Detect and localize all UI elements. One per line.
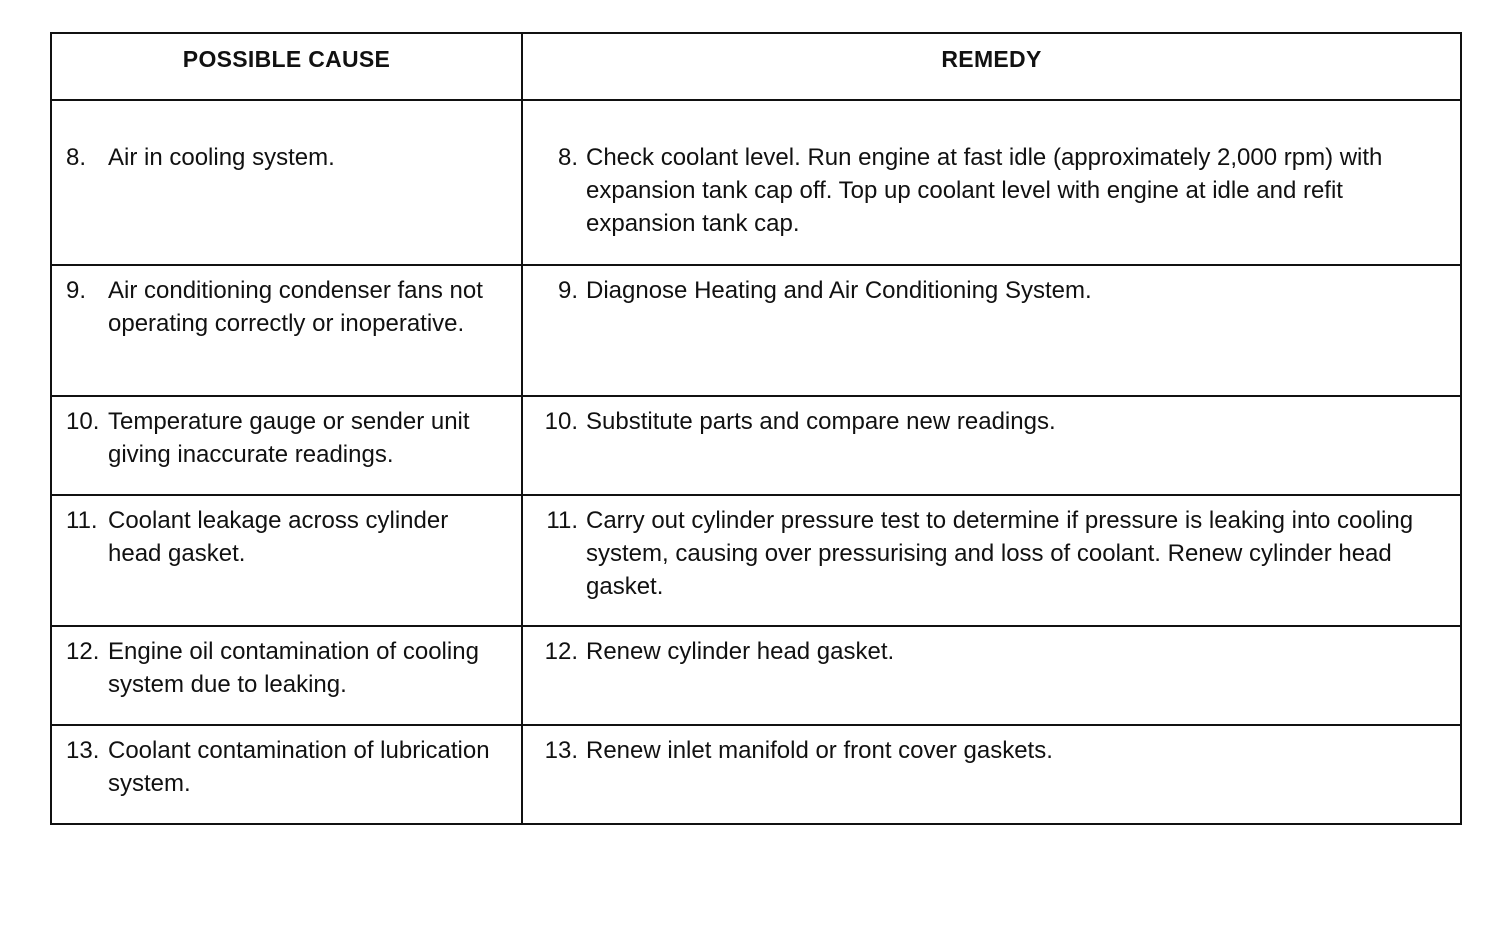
remedy-text: Carry out cylinder pressure test to determine if pressure is leaking into cooling system, causing over pressurising and loss of coolant. Renew cylinder head gasket. xyxy=(586,507,1414,600)
diagnosis-table-container xyxy=(50,32,1460,825)
cause-text: Coolant leakage across cylinder head gasket. xyxy=(108,507,449,567)
cause-cell xyxy=(51,725,522,824)
cause-cell xyxy=(51,100,522,265)
table-row xyxy=(51,100,1461,265)
header-possible-cause: POSSIBLE CAUSE xyxy=(51,33,522,100)
remedy-text: Diagnose Heating and Air Conditioning System. xyxy=(586,277,1092,304)
diagnosis-table xyxy=(50,32,1462,825)
remedy-text: Renew cylinder head gasket. xyxy=(586,638,895,665)
cause-text: Temperature gauge or sender unit giving inaccurate readings. xyxy=(108,408,470,468)
remedy-cell xyxy=(522,100,1461,265)
cause-cell xyxy=(51,626,522,725)
remedy-text: Substitute parts and compare new readings. xyxy=(586,408,1056,435)
remedy-cell xyxy=(522,725,1461,824)
item-number: 13. xyxy=(544,737,578,764)
item-number: 9. xyxy=(66,277,87,304)
item-number: 12. xyxy=(544,638,578,665)
cause-text: Air in cooling system. xyxy=(108,144,335,171)
item-number: 12. xyxy=(66,638,100,665)
item-number: 10. xyxy=(66,408,100,435)
table-row xyxy=(51,265,1461,396)
item-number: 8. xyxy=(66,144,87,171)
item-number: 11. xyxy=(546,507,578,534)
remedy-cell xyxy=(522,396,1461,495)
remedy-text: Renew inlet manifold or front cover gaskets. xyxy=(586,737,1053,764)
table-row xyxy=(51,626,1461,725)
cause-text: Air conditioning condenser fans not operating correctly or inoperative. xyxy=(108,277,483,337)
cause-cell xyxy=(51,265,522,396)
table-header-row xyxy=(51,33,1461,100)
item-number: 13. xyxy=(66,737,100,764)
table-row xyxy=(51,495,1461,626)
item-number: 9. xyxy=(557,277,578,304)
remedy-cell xyxy=(522,495,1461,626)
header-remedy: REMEDY xyxy=(522,33,1461,100)
remedy-cell xyxy=(522,626,1461,725)
cause-cell xyxy=(51,495,522,626)
table-row xyxy=(51,396,1461,495)
cause-text: Coolant contamination of lubrication system. xyxy=(108,737,490,797)
remedy-cell xyxy=(522,265,1461,396)
item-number: 10. xyxy=(544,408,578,435)
table-row xyxy=(51,725,1461,824)
cause-cell xyxy=(51,396,522,495)
remedy-text: Check coolant level. Run engine at fast idle (approximately 2,000 rpm) with expansion tank cap off. Top up coolant level with engine at idle and refit expansion tank cap. xyxy=(586,144,1383,237)
item-number: 11. xyxy=(66,507,98,534)
item-number: 8. xyxy=(557,144,578,171)
cause-text: Engine oil contamination of cooling system due to leaking. xyxy=(108,638,479,698)
